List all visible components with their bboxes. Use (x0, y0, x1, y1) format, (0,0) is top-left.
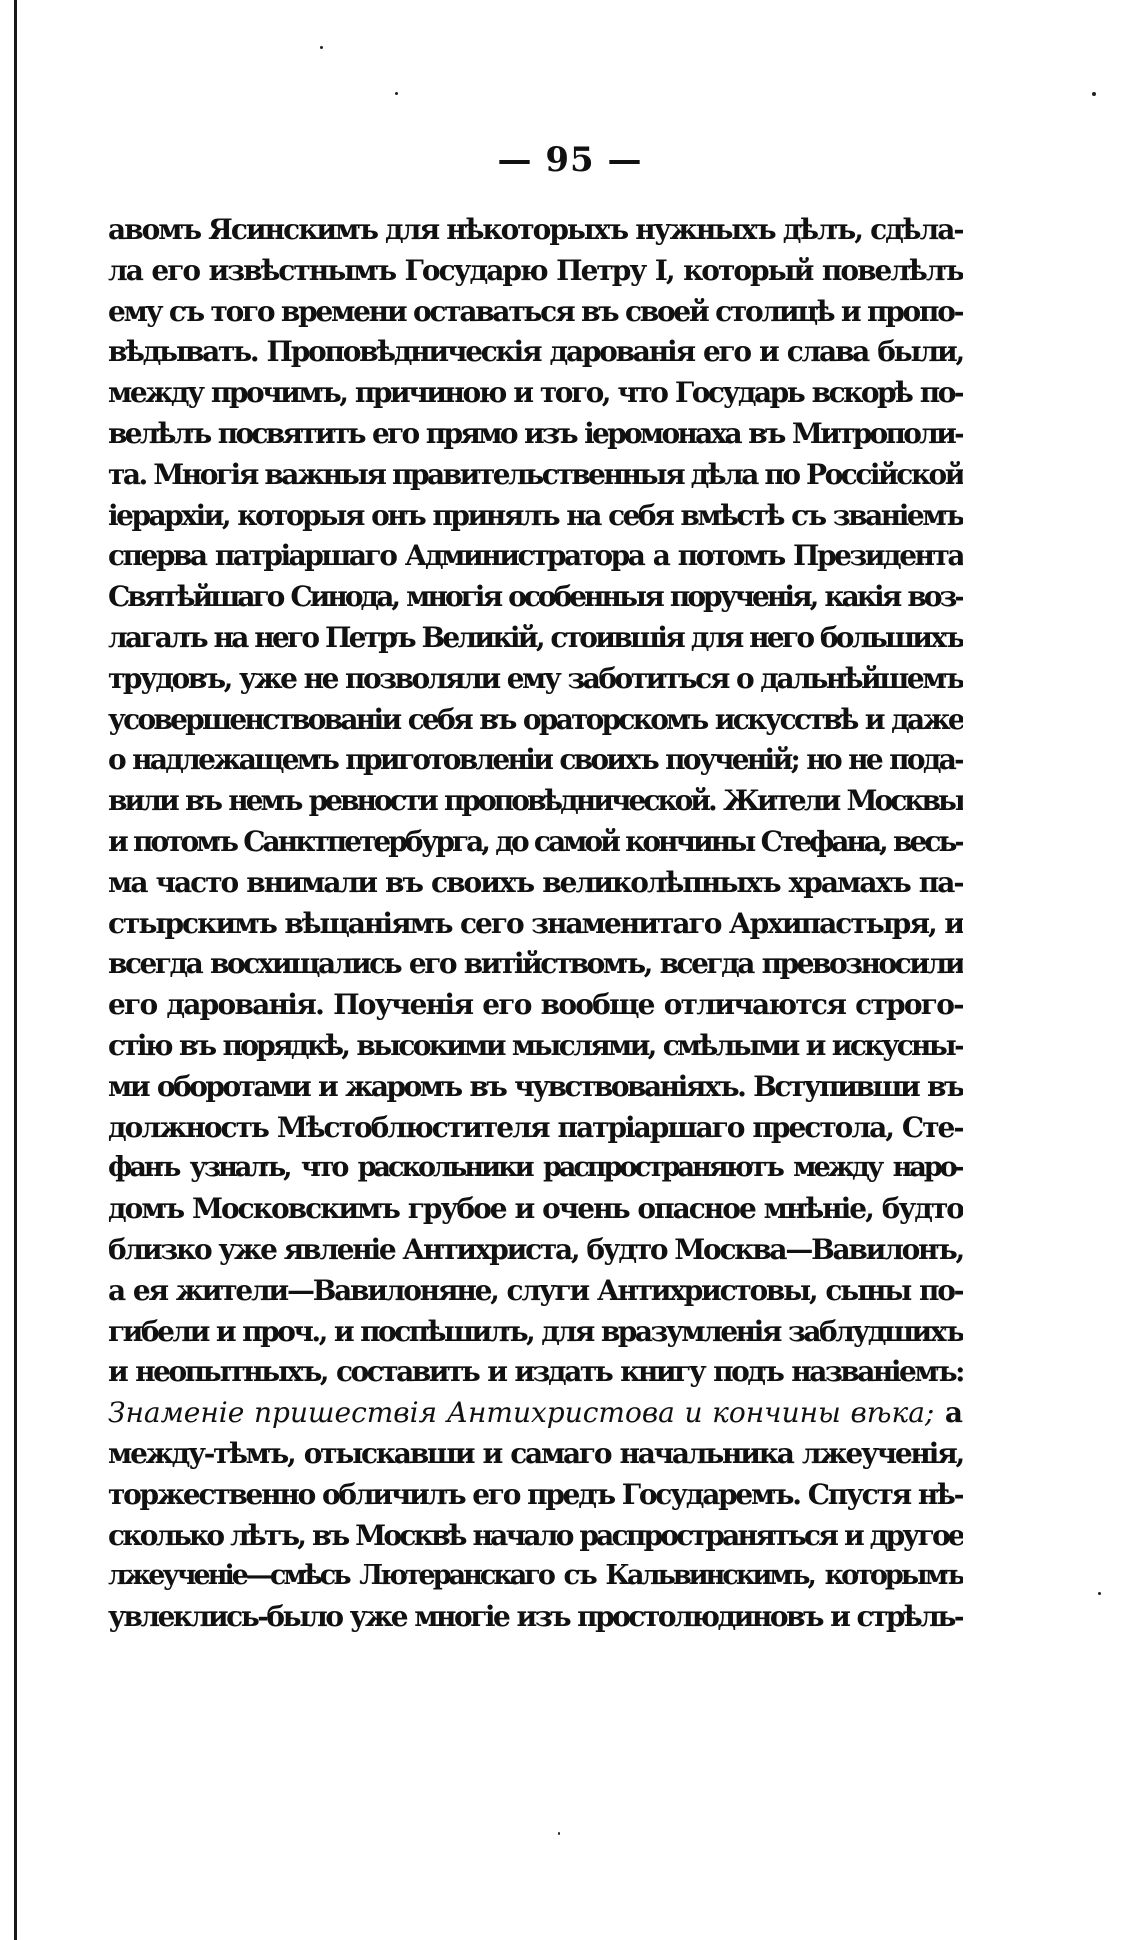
text-line: домъ Московскимъ грубое и очень опасное мнѣніе, будто (108, 1192, 963, 1226)
text-line: іерархіи, которыя онъ принялъ на себя вмѣстѣ съ званіемъ (108, 498, 963, 532)
text-line: а ея жители—Вавилоняне, слуги Антихристовы, сыны по- (108, 1273, 963, 1307)
text-line: и неопытныхъ, составить и издать книгу подъ названіемъ: (108, 1355, 963, 1389)
page-number: — 95 — (497, 140, 643, 180)
scan-speck (558, 1832, 560, 1835)
text-line: Святѣйшаго Синода, многія особенныя порученія, какія воз- (108, 580, 963, 614)
text-line: торжественно обличилъ его предъ Государемъ. Спустя нѣ- (108, 1477, 963, 1511)
text-line: о надлежащемъ приготовленіи своихъ поученій; но не пода- (108, 743, 963, 777)
scan-speck (1098, 1592, 1101, 1595)
text-line: авомъ Ясинскимъ для нѣкоторыхъ нужныхъ дѣлъ, сдѣла- (108, 213, 963, 246)
text-line: между прочимъ, причиною и того, что Государь вскорѣ по- (108, 376, 963, 410)
text-line: всегда восхищались его витійствомъ, всегда превозносили (108, 947, 963, 981)
text-line: стырскимъ вѣщаніямъ сего знаменитаго Архипастыря, и (108, 906, 963, 940)
text-line: фанъ узналъ, что раскольники распространяютъ между наро- (108, 1152, 963, 1184)
text-line: лагалъ на него Петръ Великій, стоившія для него большихъ (108, 620, 963, 654)
text-line: между-тѣмъ, отыскавши и самаго начальника лжеученія, (108, 1436, 963, 1470)
scan-speck (1092, 92, 1096, 96)
text-line: вили въ немъ ревности проповѣднической. Жители Москвы (108, 784, 963, 818)
body-text (108, 210, 963, 1638)
text-line: усовершенствованіи себя въ ораторскомъ искусствѣ и даже (108, 702, 963, 736)
text-line: ма часто внимали въ своихъ великолѣпныхъ храмахъ па- (108, 865, 963, 899)
book-title-italic: Знаменіе пришествія Антихристова и кончины вѣка; (108, 1396, 935, 1430)
text-line: лжеученіе—смѣсь Лютеранскаго съ Кальвинскимъ, которымъ (108, 1560, 963, 1592)
text-line: ла его извѣстнымъ Государю Петру I, который повелѣлъ (108, 253, 963, 287)
text-line: близко уже явленіе Антихриста, будто Москва—Вавилонъ, (108, 1232, 963, 1266)
text-line: вѣдывать. Проповѣдническія дарованія его и слава были, (108, 335, 963, 369)
text-line: ему съ того времени оставаться въ своей столицѣ и пропо- (108, 294, 963, 328)
scan-speck (395, 92, 398, 95)
text-line: и потомъ Санктпетербурга, до самой кончины Стефана, весь- (108, 824, 963, 858)
text-line: стію въ порядкѣ, высокими мыслями, смѣлыми и искусны- (108, 1028, 963, 1062)
text-line: ми оборотами и жаромъ въ чувствованіяхъ. Вступивши въ (108, 1069, 963, 1103)
text-line: должность Мѣстоблюстителя патріаршаго престола, Сте- (108, 1110, 963, 1144)
text-line: сколько лѣтъ, въ Москвѣ начало распространяться и другое (108, 1518, 963, 1552)
text-line: увлеклись-было уже многіе изъ простолюдиновъ и стрѣль- (108, 1600, 963, 1634)
text-line: та. Многія важныя правительственныя дѣла по Россійской (108, 457, 963, 491)
scan-speck (320, 46, 323, 49)
text-line: его дарованія. Поученія его вообще отличаются строго- (108, 988, 963, 1022)
text-line: сперва патріаршаго Администратора а потомъ Президента (108, 539, 963, 573)
text-line: трудовъ, уже не позволяли ему заботиться о дальнѣйшемъ (108, 661, 963, 695)
text-line: велѣлъ посвятить его прямо изъ іеромонаха въ Митрополи- (108, 416, 963, 450)
text-line-tail: а (934, 1396, 963, 1430)
text-line-with-italic-title (108, 1393, 963, 1434)
text-line: гибели и проч., и поспѣшилъ, для вразумленія заблудшихъ (108, 1314, 963, 1348)
page-edge-line (14, 0, 17, 1940)
